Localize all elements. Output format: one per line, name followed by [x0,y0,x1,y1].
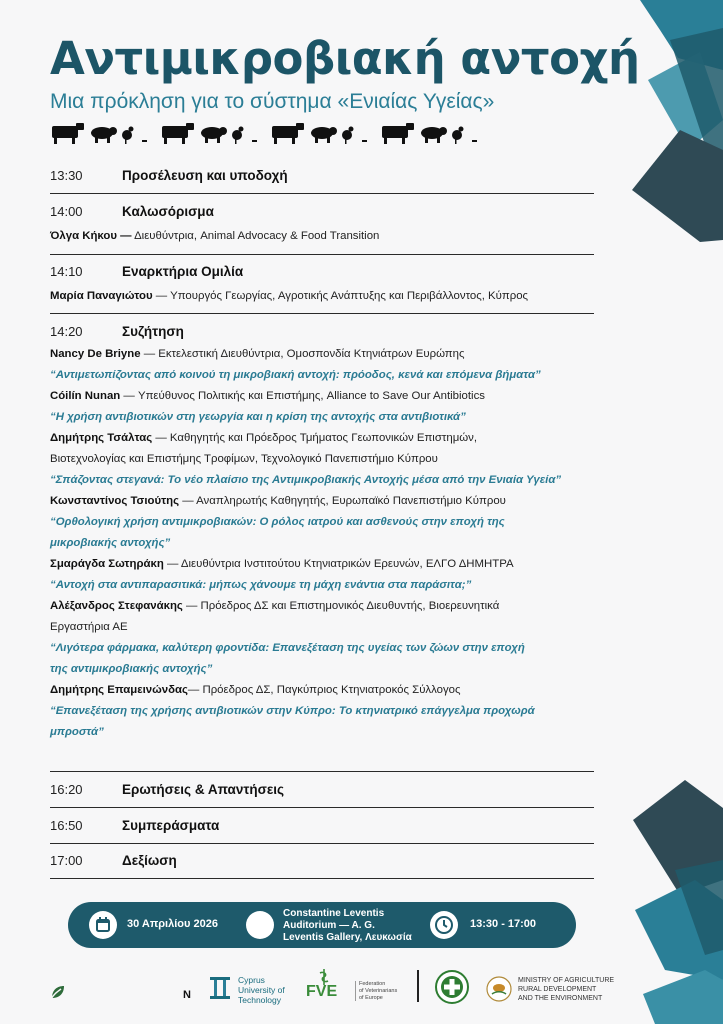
speaker-name: Κωνσταντίνος Τσιούτης [50,495,180,507]
speaker-name: Μαρία Παναγιώτου [50,290,153,302]
n-logo: N [183,989,191,1001]
cut-logo-line2: University of [238,985,285,995]
speaker-role-cont: Εργαστήρια ΑΕ [50,621,128,633]
speaker-name: Cóilín Nunan [50,390,121,402]
schedule-time: 14:10 [50,264,83,279]
fve-logo-line1: Federation [359,981,386,987]
schedule-title: Καλωσόρισμα [122,204,214,219]
logo-separator [417,970,419,1002]
speaker-role: — Υπεύθυνος Πολιτικής και Επιστήμης, Alliance to Save Our Antibiotics [120,390,485,402]
speaker-role-cont: Βιοτεχνολογίας και Επιστήμης Τροφίμων, Τεχνολογικό Πανεπιστήμιο Κύπρου [50,453,438,465]
event-hours: 13:30 - 17:00 [470,918,537,930]
animals-silhouette-icon [50,120,490,146]
divider [50,313,594,314]
speaker-name: Δημήτρης Επαμεινώνδας [50,684,188,696]
speaker-role: Διευθύντρια, Animal Advocacy & Food Transition [131,230,380,242]
event-info-bar [68,902,576,948]
speaker-line [50,230,379,242]
divider [50,254,594,255]
divider [50,878,594,879]
ministry-line1: MINISTRY OF AGRICULTURE [518,977,615,984]
speaker-role: — Αναπληρωτής Καθηγητής, Ευρωπαϊκό Πανεπιστήμιο Κύπρου [179,495,506,507]
schedule-time: 16:20 [50,782,83,797]
schedule-time: 14:00 [50,204,83,219]
talk-title: “Λιγότερα φάρμακα, καλύτερη φροντίδα: Επανεξέταση της υγείας των ζώων στην εποχή [50,642,525,654]
talk-title: “Αντιμετωπίζοντας από κοινού τη μικροβιακή αντοχή: πρόοδος, κενά και επόμενα βήματα” [50,369,541,381]
speaker-line [50,558,514,570]
schedule-time: 14:20 [50,324,83,339]
speaker-name: Nancy De Briyne [50,348,141,360]
event-venue-line3: Leventis Gallery, Λευκωσία [283,932,412,943]
talk-title-cont: της αντιμικροβιακής αντοχής” [50,663,213,675]
schedule-time: 17:00 [50,853,83,868]
speaker-name: Όλγα Κήκου — [50,230,132,242]
speaker-role: — Πρόεδρος ΔΣ και Επιστημονικός Διευθυντής, Βιοερευνητικά [182,600,500,612]
fve-logo-line3: of Europe [359,995,383,1001]
ministry-emblem-icon [486,976,512,1002]
schedule-title: Ερωτήσεις & Απαντήσεις [122,782,285,797]
speaker-role: — Πρόεδρος ΔΣ, Παγκύπριος Κτηνιατροκός Σύλλογος [187,684,461,696]
schedule-title: Συζήτηση [122,324,184,339]
divider [50,843,594,844]
schedule-title: Εναρκτήρια Ομιλία [122,264,244,279]
schedule-time: 16:50 [50,818,83,833]
talk-title: “Η χρήση αντιβιοτικών στη γεωργία και η κρίση της αντοχής στα αντιβιοτικά” [50,411,466,423]
fve-logo-line2: of Veterinarians [359,988,398,994]
speaker-name: Σμαράγδα Σωτηράκη [50,558,164,570]
speaker-line [50,290,528,302]
leaf-logo-icon [49,983,67,1001]
speaker-name: Δημήτρης Τσάλτας [50,432,153,444]
cut-logo-line1: Cyprus [238,975,265,985]
schedule-title: Προσέλευση και υποδοχή [122,168,288,183]
logo-separator [355,981,356,1001]
ministry-line2: RURAL DEVELOPMENT [518,986,597,993]
divider [50,193,594,194]
cut-logo-icon [208,975,232,1001]
speaker-line [50,495,506,507]
fve-logo-text: FVE [306,983,338,1000]
page-title: Αντιμικροβιακή αντοχή [50,32,640,85]
speaker-line [50,390,485,402]
schedule-title: Συμπεράσματα [122,818,220,833]
speaker-role: — Διευθύντρια Ινστιτούτου Κτηνιατρικών Ερευνών, ΕΛΓΟ ΔΗΜΗΤΡΑ [163,558,514,570]
page-subtitle: Μια πρόκληση για το σύστημα «Ενιαίας Υγείας» [50,90,495,113]
event-date: 30 Απριλίου 2026 [127,918,218,930]
bottom-right-decoration [625,780,723,1024]
speaker-line [50,432,477,444]
clock-icon [430,911,458,939]
talk-title: “Ορθολογική χρήση αντιμικροβιακών: Ο ρόλος ιατρού και ασθενούς στην εποχή της [50,516,505,528]
talk-title: “Σπάζοντας στεγανά: Το νέο πλαίσιο της Αντιμικροβιακής Αντοχής μέσα από την Ενιαία Υγεία” [50,474,562,486]
speaker-role: — Υπουργός Γεωργίας, Αγροτικής Ανάπτυξης και Περιβάλλοντος, Κύπρος [152,290,529,302]
talk-title: “Επανεξέταση της χρήσης αντιβιοτικών στην Κύπρο: Το κτηνιατρικό επάγγελμα προχωρά [50,705,535,717]
divider [50,771,594,772]
event-venue-line1: Constantine Leventis [283,908,385,919]
speaker-name: Αλέξανδρος Στεφανάκης [50,600,183,612]
talk-title-cont: μπροστά” [50,726,104,738]
ministry-line3: AND THE ENVIRONMENT [518,995,603,1002]
talk-title: “Αντοχή στα αντιπαρασιτικά: μήπως χάνουμε τη μάχη ενάντια στα παράσιτα;” [50,579,472,591]
speaker-role: — Καθηγητής και Πρόεδρος Τμήματος Γεωπονικών Επιστημών, [152,432,478,444]
event-venue-line2: Auditorium — A. G. [283,920,375,931]
location-icon [246,911,274,939]
cut-logo-line3: Technology [238,995,282,1005]
speaker-line [50,600,499,612]
schedule-time: 13:30 [50,168,83,183]
speaker-line [50,684,461,696]
speaker-line [50,348,465,360]
calendar-icon [89,911,117,939]
speaker-role: — Εκτελεστική Διευθύντρια, Ομοσπονδία Κτηνιάτρων Ευρώπης [140,348,465,360]
schedule-title: Δεξίωση [122,853,177,868]
divider [50,807,594,808]
talk-title-cont: μικροβιακής αντοχής” [50,537,171,549]
vet-association-logo-icon [435,970,469,1004]
